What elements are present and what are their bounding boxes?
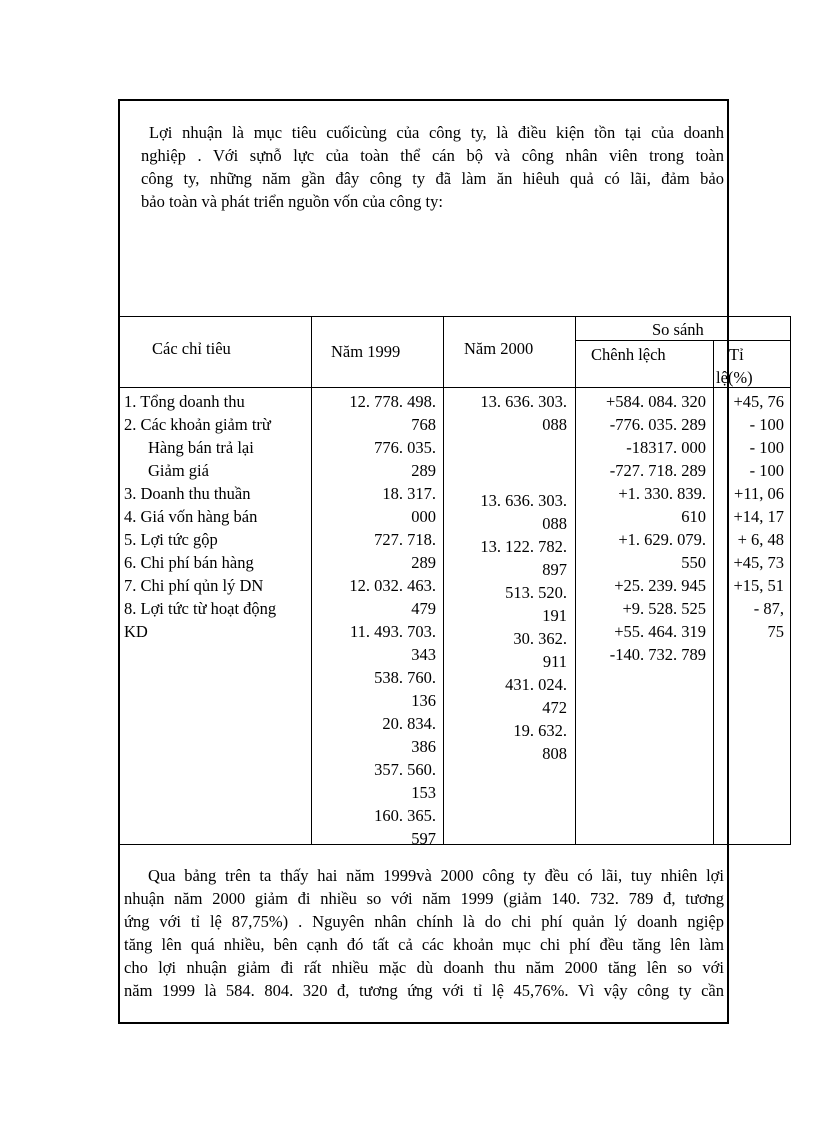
frame-top	[118, 99, 729, 101]
ratio-value: + 6, 48	[737, 530, 784, 549]
col-divider-compare	[575, 316, 576, 845]
values-2000-group-1	[444, 390, 567, 436]
intro-line: công ty, những năm gần đây công ty đã làm ăn hiêuh quả có lãi, đảm bảo	[141, 169, 724, 188]
header-ratio-top: Tỉ	[729, 345, 744, 364]
value-1999: 18. 317.	[382, 484, 436, 503]
difference-value: 550	[681, 553, 706, 572]
conclusion-line: năm 1999 là 584. 804. 320 đ, tương ứng với tỉ lệ 45,76%. Vì vậy công ty cần	[124, 981, 724, 1000]
value-1999: 160. 365.	[374, 806, 436, 825]
indicator-item: 3. Doanh thu thuần	[124, 484, 251, 503]
value-1999: 289	[411, 553, 436, 572]
header-ratio-bottom: lệ(%)	[716, 368, 753, 387]
value-1999: 776. 035.	[374, 438, 436, 457]
table-right-border	[790, 316, 791, 845]
ratio-value: - 100	[749, 461, 784, 480]
intro-line: Lợi nhuận là mục tiêu cuốicùng của công ty, là điều kiện tồn tại của doanh	[149, 123, 724, 142]
indicator-item: 5. Lợi tức gộp	[124, 530, 218, 549]
conclusion-line: cho lợi nhuận giảm đi rất nhiều mặc dù doanh thu năm 2000 tăng lên so với	[124, 958, 724, 977]
indicator-item: 2. Các khoản giảm trừ	[124, 415, 271, 434]
conclusion-line: tăng lên quá nhiều, bên cạnh đó tất cả các khoản mục chi phí đều tăng lên làm	[124, 935, 724, 954]
header-compare: So sánh	[652, 320, 704, 339]
value-2000: 13. 636. 303.	[480, 392, 567, 411]
ratio-value: 75	[767, 622, 784, 641]
value-2000: 13. 636. 303.	[480, 491, 567, 510]
difference-value: +584. 084. 320	[605, 392, 706, 411]
ratio-value: - 100	[749, 438, 784, 457]
difference-value: 610	[681, 507, 706, 526]
difference-value: +55. 464. 319	[614, 622, 706, 641]
difference-value: +9. 528. 525	[622, 599, 706, 618]
indicator-item: 1. Tổng doanh thu	[124, 392, 245, 411]
difference-value: +25. 239. 945	[614, 576, 706, 595]
difference-value: -727. 718. 289	[609, 461, 706, 480]
value-2000: 431. 024.	[505, 675, 567, 694]
values-1999-column	[312, 390, 436, 850]
value-2000: 472	[542, 698, 567, 717]
value-2000: 30. 362.	[513, 629, 567, 648]
value-2000: 13. 122. 782.	[480, 537, 567, 556]
table-header-bottom-border	[118, 387, 791, 388]
ratio-value: +45, 73	[733, 553, 784, 572]
value-2000: 911	[542, 652, 567, 671]
ratio-value: +11, 06	[734, 484, 784, 503]
intro-paragraph	[141, 121, 724, 213]
value-1999: 000	[411, 507, 436, 526]
value-1999: 12. 778. 498.	[349, 392, 436, 411]
value-1999: 136	[411, 691, 436, 710]
value-1999: 479	[411, 599, 436, 618]
value-2000: 897	[542, 560, 567, 579]
value-2000: 088	[542, 415, 567, 434]
value-2000: 513. 520.	[505, 583, 567, 602]
header-difference: Chênh lệch	[591, 345, 666, 364]
header-indicators: Các chỉ tiêu	[152, 339, 231, 358]
header-year-1999: Năm 1999	[331, 342, 401, 361]
difference-value: -18317. 000	[626, 438, 706, 457]
table-top-border	[118, 316, 791, 317]
value-2000: 191	[542, 606, 567, 625]
difference-value: +1. 629. 079.	[618, 530, 706, 549]
value-1999: 12. 032. 463.	[349, 576, 436, 595]
ratio-value: - 100	[749, 415, 784, 434]
frame-left	[118, 99, 120, 1024]
value-2000: 088	[542, 514, 567, 533]
value-1999: 20. 834.	[382, 714, 436, 733]
indicator-item: Hàng bán trả lại	[148, 438, 254, 457]
intro-line: bảo toàn và phát triển nguồn vốn của công ty:	[141, 192, 443, 211]
ratio-column	[715, 390, 784, 643]
indicator-item: 8. Lợi tức từ hoạt động	[124, 599, 277, 618]
value-1999: 597	[411, 829, 436, 848]
conclusion-line: Qua bảng trên ta thấy hai năm 1999và 2000 công ty đều có lãi, tuy nhiên lợi	[148, 866, 724, 885]
ratio-value: +45, 76	[733, 392, 784, 411]
indicator-column	[124, 390, 276, 643]
value-1999: 386	[411, 737, 436, 756]
indicator-item: 6. Chi phí bán hàng	[124, 553, 254, 572]
difference-value: -140. 732. 789	[609, 645, 706, 664]
header-year-2000: Năm 2000	[464, 339, 534, 358]
value-1999: 11. 493. 703.	[349, 622, 436, 641]
value-2000: 19. 632.	[513, 721, 567, 740]
ratio-value: - 87,	[753, 599, 784, 618]
value-1999: 768	[411, 415, 436, 434]
ratio-value: +14, 17	[733, 507, 784, 526]
conclusion-paragraph	[124, 864, 724, 1002]
conclusion-line: nhuận năm 2000 giảm đi nhiều so với năm 1999 (giảm 140. 732. 789 đ, tương	[124, 889, 724, 908]
difference-value: -776. 035. 289	[609, 415, 706, 434]
value-1999: 538. 760.	[374, 668, 436, 687]
frame-bottom	[118, 1022, 729, 1024]
indicator-item: 4. Giá vốn hàng bán	[124, 507, 258, 526]
value-1999: 357. 560.	[374, 760, 436, 779]
value-2000: 808	[542, 744, 567, 763]
difference-column	[577, 390, 706, 666]
conclusion-line: ứng với tỉ lệ 87,75%) . Nguyên nhân chính là do chi phí quản lý doanh ngiệp	[124, 912, 724, 931]
value-1999: 727. 718.	[374, 530, 436, 549]
intro-line: nghiệp . Với sựnỗ lực của toàn thể cán bộ và công nhân viên trong toàn	[141, 146, 724, 165]
value-1999: 153	[411, 783, 436, 802]
indicator-item: Giảm giá	[148, 461, 209, 480]
values-2000-group-2	[444, 489, 567, 765]
value-1999: 289	[411, 461, 436, 480]
col-divider-ratio	[713, 340, 714, 845]
table-bottom-border	[118, 844, 791, 845]
indicator-item: 7. Chi phí qủn lý DN	[124, 576, 264, 595]
difference-value: +1. 330. 839.	[618, 484, 706, 503]
value-1999: 343	[411, 645, 436, 664]
indicator-item: KD	[124, 622, 148, 641]
ratio-value: +15, 51	[733, 576, 784, 595]
